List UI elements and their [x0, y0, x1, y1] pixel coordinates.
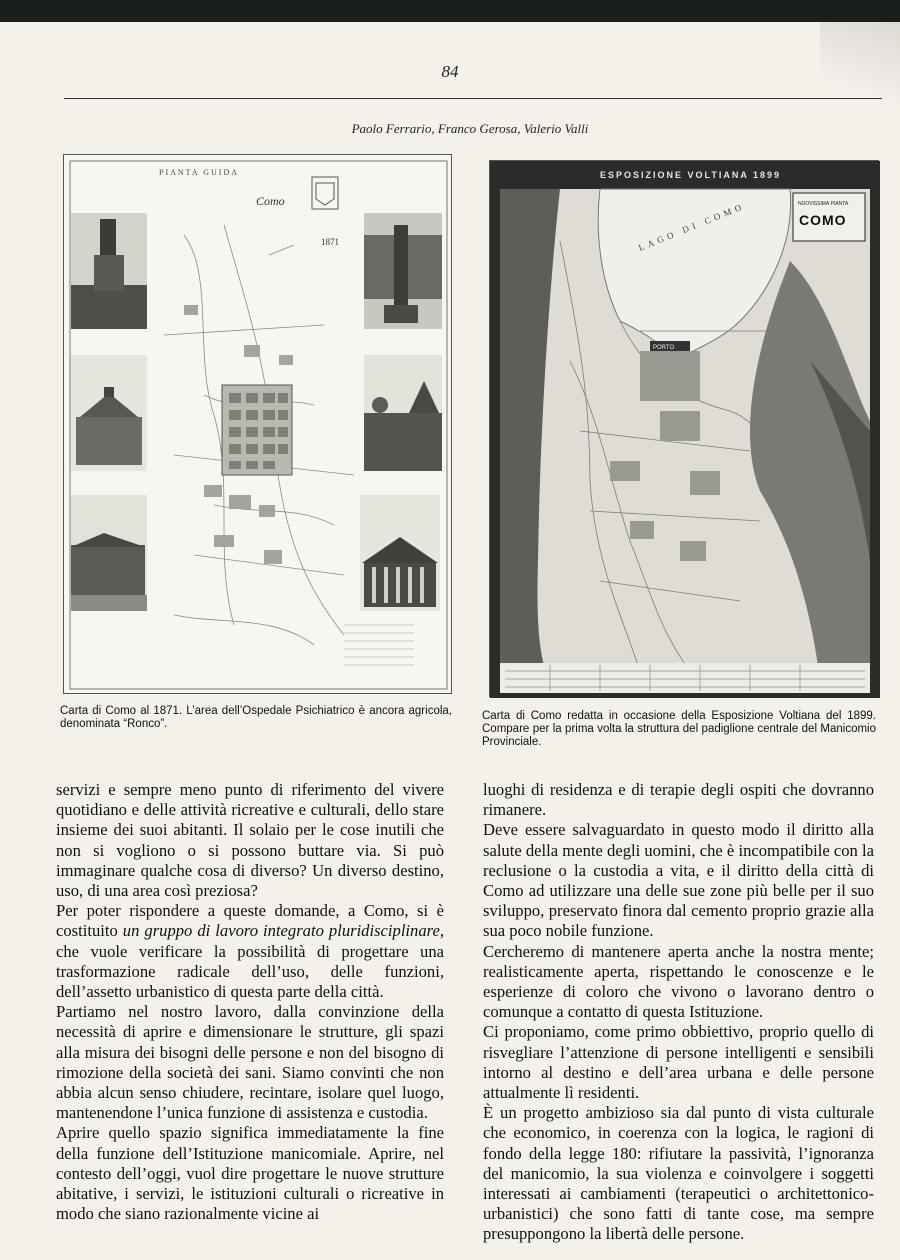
map-1899-illustration [490, 161, 880, 698]
vignette-tower [71, 213, 147, 329]
page-number: 84 [441, 62, 459, 81]
map-1871-city: Como [256, 194, 285, 208]
map-1899-caption: Carta di Como redatta in occasione della Esposizione Voltiana del 1899. Compare per la prima volta la struttura del padiglione centrale del Manicomio Provinciale. [482, 710, 876, 748]
body-column-left [56, 780, 444, 1224]
map-1899-lake-label: LAGO DI COMO [637, 200, 747, 253]
running-header-authors: Paolo Ferrario, Franco Gerosa, Valerio Valli [351, 121, 589, 136]
map-1871-figure [63, 154, 452, 694]
map-1899-banner: ESPOSIZIONE VOLTIANA 1899 [600, 170, 782, 180]
vignette-cathedral [364, 355, 442, 471]
header-rule [64, 98, 882, 99]
vignette-basilica [71, 355, 147, 471]
paragraph: Partiamo nel nostro lavoro, dalla convinzione della necessità di aprire e dimensionare le strutture, gli spazi alla misura dei bisogni delle persone e non del bisogno di rimozione della società dei sani. Siamo convinti che non abbia alcun senso chiudere, recintare, isolare quel luogo, mantenendone l’unica funzione di assistenza e custodia. [56, 1002, 444, 1123]
paragraph: Ci proponiamo, come primo obbiettivo, proprio quello di risvegliare l’attenzione di persone intelligenti e sensibili intorno al destino e dell’area urbana e delle persone attualmente lì residenti. [483, 1022, 874, 1103]
paragraph: Cercheremo di mantenere aperta anche la nostra mente; realisticamente aperta, rispettando le conoscenze e le esperienze di coloro che vivono o lavorano dentro o comunque a contatto di questa Istituzione. [483, 941, 874, 1022]
paragraph: servizi e sempre meno punto di riferimento del vivere quotidiano e delle attività ricreative e culturali, dello stare insieme dei suoi abitanti. Il solaio per le cose inutili che non si vogliono o si possono buttare via. Si può immaginare qualche cosa di diverso? Un diverso destino, uso, di una area così preziosa? [56, 780, 444, 901]
paragraph: Aprire quello spazio significa immediatamente la fine della funzione dell’Istituzione manicomiale. Aprire, nel contesto dell’oggi, vuol dire progettare le nuove strutture abitative, i servizi, le istituzioni culturali o ricreative in modo che siano razionalmente vicine ai [56, 1123, 444, 1224]
map-1899-porto-label: PORTO [653, 345, 675, 351]
map-1899-figure [489, 160, 879, 697]
paragraph: È un progetto ambizioso sia dal punto di vista culturale che economico, in coerenza con la logica, le ragioni di fondo della legge 180: rifiutare la passività, l’ignoranza del manicomio, la sua violenza e coinvolgere i soggetti interessati ai cambiamenti (terapeutici o architettonico-urbanistici) che sono fatti di tante cose, ma sempre presuppongono la libertà delle persone. [483, 1103, 874, 1244]
map-1871-caption: Carta di Como al 1871. L’area dell’Ospedale Psichiatrico è ancora agricola, denominata “Ronco”. [60, 705, 452, 730]
paragraph: luoghi di residenza e di terapie degli ospiti che dovranno rimanere. [483, 780, 874, 820]
vignette-theatre [360, 495, 440, 611]
map-1899-cartouche-line: NUOVISSIMA PIANTA [798, 201, 849, 207]
map-1899-cartouche-city: COMO [799, 212, 847, 228]
map-1871-year: 1871 [321, 237, 339, 247]
map-1871-title: PIANTA GUIDA [159, 168, 240, 177]
paragraph: Per poter rispondere a queste domande, a Como, si è costituito un gruppo di lavoro integrato pluridisciplinare, che vuole verificare la possibilità di progettare una trasformazione radicale dell’uso, delle funzioni, dell’assetto urbanistico di questa parte della città. [56, 901, 444, 1002]
vignette-building [71, 495, 147, 611]
map-1871-illustration [64, 155, 453, 695]
emphasis-working-group: un gruppo di lavoro integrato pluridisciplinare [122, 921, 440, 941]
body-column-right [483, 780, 874, 1245]
vignette-monument [364, 213, 442, 329]
paragraph: Deve essere salvaguardato in questo modo il diritto alla salute della mente degli uomini, che è incompatibile con la reclusione o la custodia a vita, e il diritto della città di Como ad utilizzare una delle sue zone più belle per il suo sviluppo, preservato finora dal cemento proprio grazie alla sua poco nobile funzione. [483, 820, 874, 941]
